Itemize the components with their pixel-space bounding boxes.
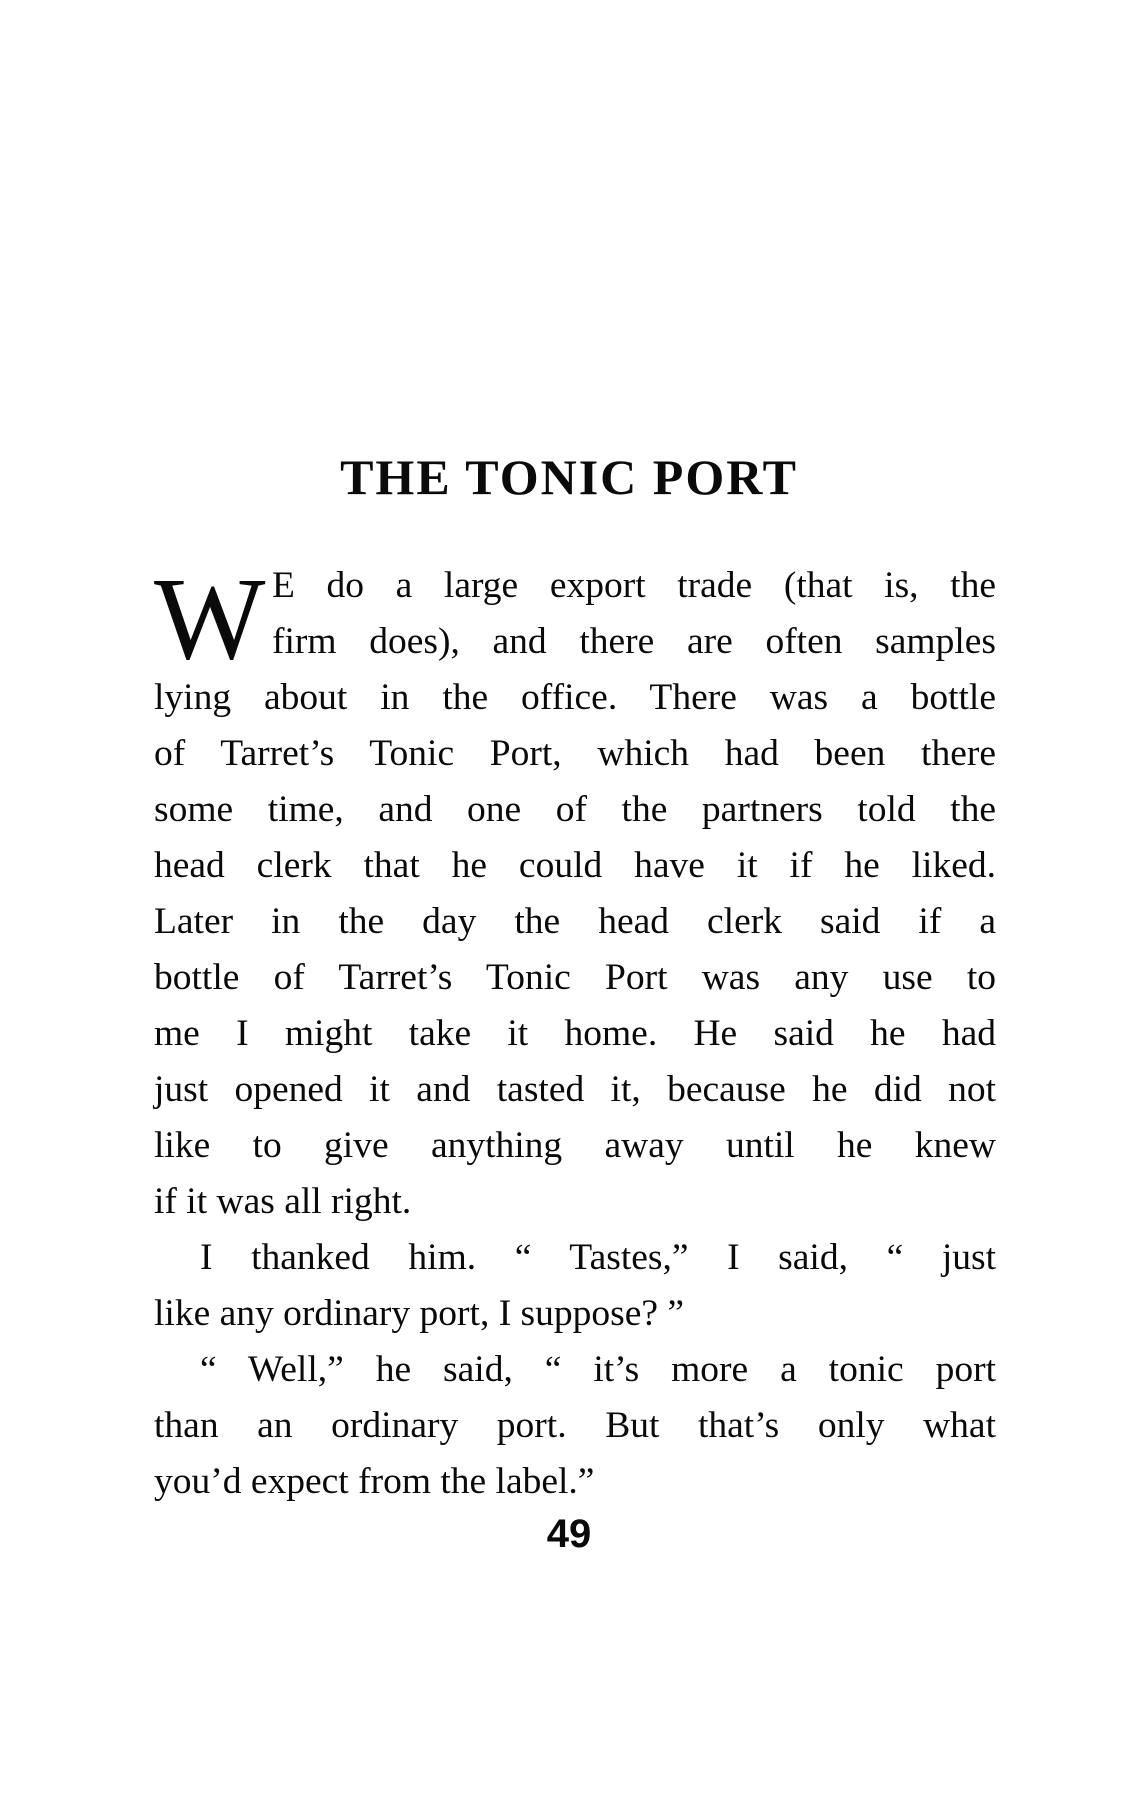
text-line: lying about in the office. There was a bottle: [154, 677, 996, 718]
text-line: I thanked him. “ Tastes,” I said, “ just: [200, 1237, 996, 1278]
drop-cap: W: [154, 553, 266, 684]
chapter-title: THE TONIC PORT: [340, 449, 798, 505]
text-line: you’d expect from the label.”: [154, 1461, 595, 1502]
text-line: bottle of Tarret’s Tonic Port was any use to: [154, 957, 996, 998]
text-line: me I might take it home. He said he had: [154, 1013, 996, 1054]
page-number: 49: [546, 1512, 592, 1556]
text-line: if it was all right.: [154, 1181, 412, 1222]
text-line: just opened it and tasted it, because he did not: [154, 1069, 996, 1110]
text-line: head clerk that he could have it if he liked.: [154, 845, 996, 886]
text-line: like any ordinary port, I suppose? ”: [154, 1293, 685, 1334]
text-line: of Tarret’s Tonic Port, which had been there: [154, 733, 996, 774]
text-line: “ Well,” he said, “ it’s more a tonic port: [200, 1349, 996, 1390]
text-line: firm does), and there are often samples: [272, 621, 996, 662]
text-line: some time, and one of the partners told the: [154, 789, 996, 830]
text-line: Later in the day the head clerk said if a: [154, 901, 996, 942]
text-line: E do a large export trade (that is, the: [272, 565, 996, 606]
text-line: like to give anything away until he knew: [154, 1125, 996, 1166]
text-line: than an ordinary port. But that’s only what: [154, 1405, 996, 1446]
